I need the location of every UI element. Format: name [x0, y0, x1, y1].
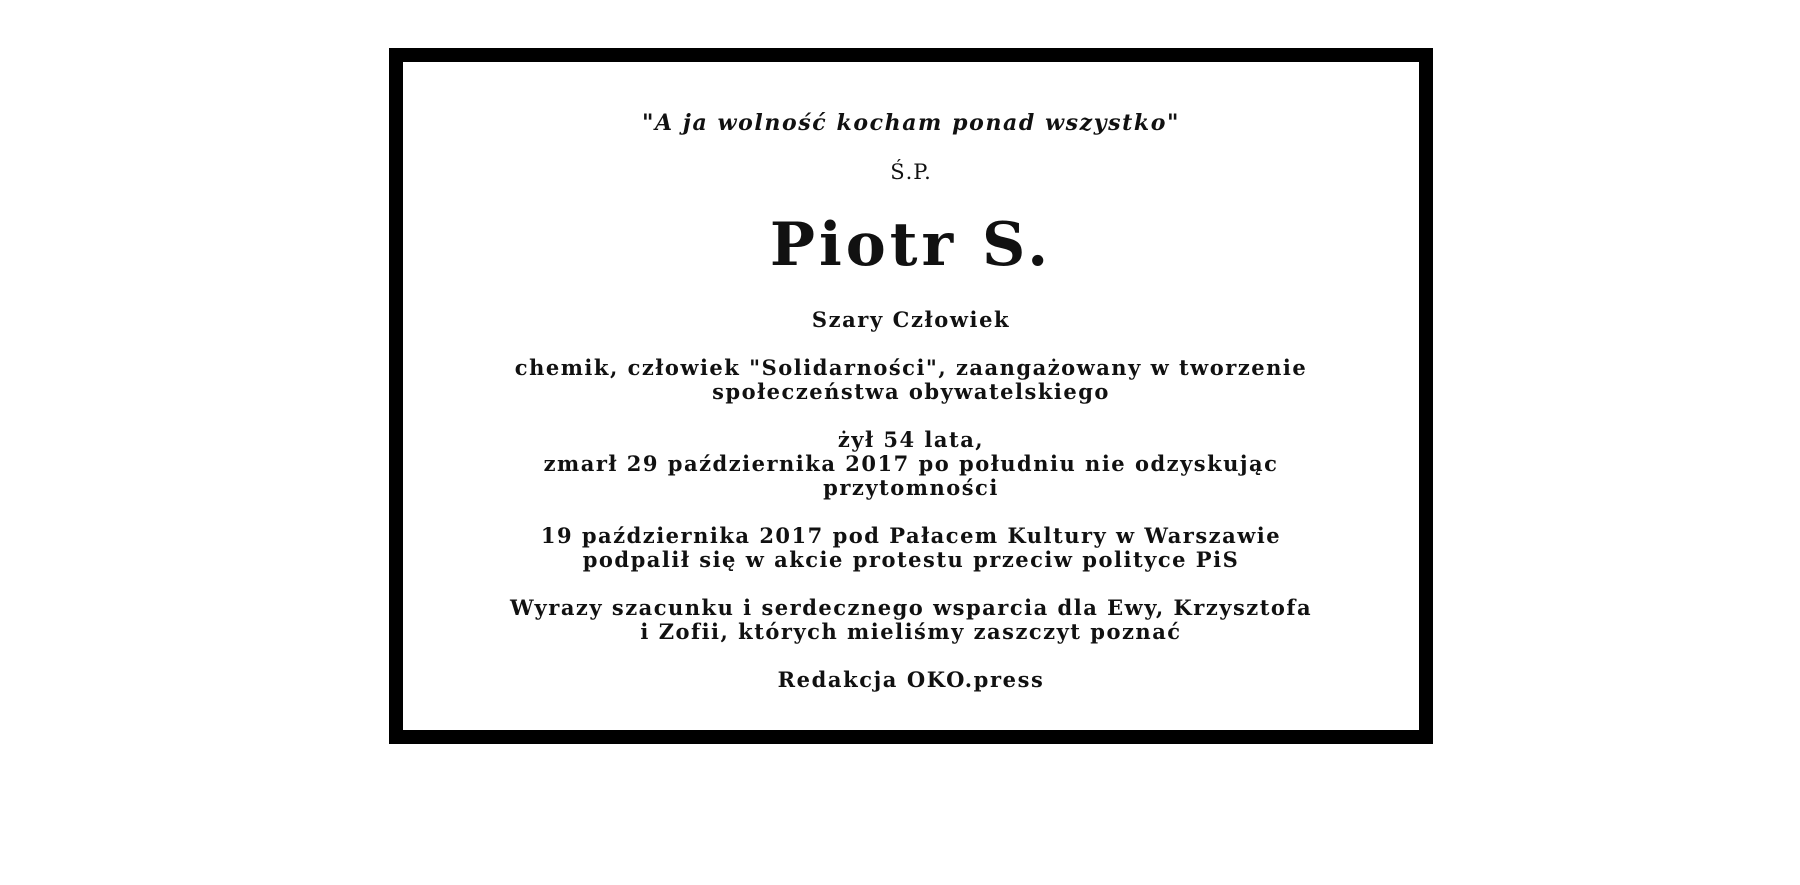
obituary-frame: [389, 48, 1433, 744]
event-line: 19 października 2017 pod Pałacem Kultury w Warszawie: [540, 523, 1282, 548]
life-paragraph: [403, 428, 1419, 500]
life-line: przytomności: [823, 475, 999, 500]
quote-text: "A ja wolność kocham ponad wszystko": [641, 110, 1181, 136]
life-line: zmarł 29 października 2017 po południu nie odzyskując: [543, 451, 1279, 476]
description-line: społeczeństwa obywatelskiego: [712, 379, 1110, 404]
description-line: chemik, człowiek "Solidarności", zaangażowany w tworzenie: [514, 355, 1308, 380]
event-line: podpalił się w akcie protestu przeciw polityce PiS: [582, 547, 1240, 572]
signature: Redakcja OKO.press: [777, 667, 1045, 692]
deceased-subtitle: Szary Człowiek: [811, 307, 1011, 332]
condolences-line: i Zofii, których mieliśmy zaszczyt poznać: [640, 619, 1182, 644]
condolences-paragraph: [403, 596, 1419, 644]
memorial-prefix: Ś.P.: [890, 160, 932, 184]
life-line: żył 54 lata,: [837, 427, 985, 452]
deceased-name: Piotr S.: [769, 210, 1053, 280]
description-paragraph: [403, 356, 1419, 404]
condolences-line: Wyrazy szacunku i serdecznego wsparcia dla Ewy, Krzysztofa: [509, 595, 1313, 620]
event-paragraph: [403, 524, 1419, 572]
